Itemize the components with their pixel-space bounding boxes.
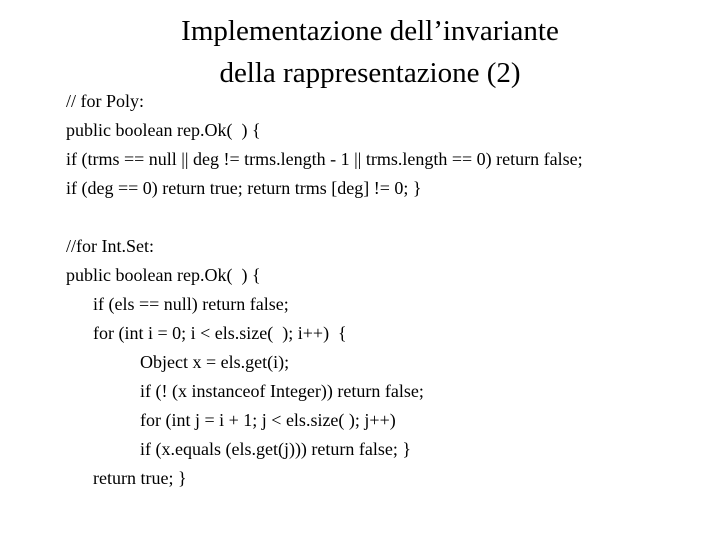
poly-code-line-1: if (trms == null || deg != trms.length - 1 || trms.length == 0) return false;: [66, 149, 583, 169]
intset-comment: //for Int.Set:: [66, 236, 154, 256]
intset-code-line-2: for (int i = 0; i < els.size( ); i++) {: [93, 323, 347, 343]
poly-comment: // for Poly:: [66, 91, 145, 111]
intset-signature: public boolean rep.Ok( ) {: [66, 265, 261, 285]
intset-code-line-1: if (els == null) return false;: [93, 294, 289, 314]
intset-code-line-7: return true; }: [93, 468, 187, 488]
poly-signature: public boolean rep.Ok( ) {: [66, 120, 261, 140]
intset-code-line-5: for (int j = i + 1; j < els.size( ); j++): [140, 410, 396, 430]
intset-code-line-4: if (! (x instanceof Integer)) return false;: [140, 381, 424, 401]
intset-code-line-3: Object x = els.get(i);: [140, 352, 290, 372]
poly-code-line-2: if (deg == 0) return true; return trms [deg] != 0; }: [66, 178, 422, 198]
title-line-1: Implementazione dell’invariante: [181, 15, 559, 47]
title-line-2: della rappresentazione (2): [219, 57, 521, 89]
intset-code-line-6: if (x.equals (els.get(j))) return false; }: [140, 439, 412, 459]
slide-title: [90, 10, 650, 94]
blank-line: [66, 203, 716, 232]
code-block: [66, 87, 716, 493]
